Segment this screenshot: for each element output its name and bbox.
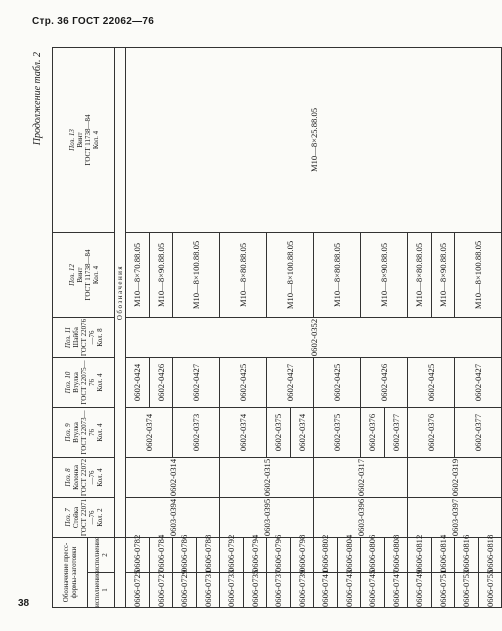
pos13-header: Поз. 13 Винт ГОСТ 11738—84 Кол. 4 [53, 47, 115, 232]
pos13-cell: M10—8×25.88.05 [126, 47, 502, 232]
table-row: 0606-0731 0606-0788 [196, 47, 220, 607]
pos8-header: Поз. 8 Колонка ГОСТ 22072—76 Кол. 4 [53, 457, 115, 497]
exec1-cell: 0606-0725 [126, 573, 150, 608]
continuation-label: Продолжение табл. 2 [32, 52, 43, 146]
table-row: 0606-0739 0606-0798 0602-0374 [290, 47, 314, 607]
table-row [126, 47, 150, 607]
table-row: 0606-0749 0606-0812 0603-0397 0602-0319 0602-0376 0602-0425 M10—8×80.88.05 [408, 47, 432, 607]
pos7-cell: 0603-0394 [126, 497, 220, 537]
table-row: 0606-0753 0606-0816 0602-0377 0602-0427 M10—8×100.88.05 [455, 47, 479, 607]
pos12-header: Поз. 12 Винт ГОСТ 11738—84 Кол. 4 [53, 232, 115, 317]
pos8-cell: 0602-0314 [126, 457, 220, 497]
designation-group-header: Обозначение пресс-формы-заготовки [53, 537, 88, 607]
parts-table [52, 47, 502, 608]
exec1-header: исполнение 1 [88, 573, 115, 608]
pos9-header: Поз. 9 Втулка ГОСТ 22073—76 Кол. 4 [53, 407, 115, 457]
table-row: 0606-0743 0606-0804 [337, 47, 361, 607]
designations-subheader: Обозначения [115, 47, 126, 537]
table-row: 0606-0729 0606-0786 0602-0373 0602-0427 M10—8×100.88.05 [173, 47, 197, 607]
table-row: 0606-0755 0606-0818 [478, 47, 502, 607]
table-row: 0606-0741 0606-0802 0603-0396 0602-0317 0602-0375 0602-0425 M10—8×80.88.05 [314, 47, 338, 607]
table-row: 0606-0733 0606-0792 0603-0395 0602-0315 0602-0374 0602-0425 M10—8×80.88.05 [220, 47, 244, 607]
exec2-cell: 0606-0782 [126, 537, 150, 572]
pos10-cell: 0602-0424 [126, 357, 150, 407]
pos11-header: Поз. 11 Шайба ГОСТ 22076—76 Кол. 8 [53, 317, 115, 357]
table-row: 0606-0751 0606-0814 M10—8×90.88.05 [431, 47, 455, 607]
rotated-table-area [30, 48, 495, 608]
pos9-cell: 0602-0374 [126, 407, 173, 457]
table-row: 0606-0735 0606-0794 [243, 47, 267, 607]
table-row: 0606-0727 0606-0784 0602-0426 M10—8×90.88.05 [149, 47, 173, 607]
exec2-header: исполнение 2 [88, 537, 115, 572]
pos12-cell: M10—8×70.88.05 [126, 232, 150, 317]
table-row: 0606-0745 0606-0806 0602-0376 0602-0426 M10—8×90.88.05 [361, 47, 385, 607]
table-row: 0606-0747 0606-0808 0602-0377 [384, 47, 408, 607]
page-number: 38 [18, 598, 30, 609]
pos7-header: Поз. 7 Стойка ГОСТ 22071—76 Кол. 2 [53, 497, 115, 537]
table-row: 0606-0737 0606-0796 0602-0375 0602-0427 M10—8×100.88.05 [267, 47, 291, 607]
pos10-header: Поз. 10 Втулка ГОСТ 22075—76 Кол. 4 [53, 357, 115, 407]
pos11-cell: 0602-0352 [126, 317, 502, 357]
page-header: Стр. 36 ГОСТ 22062—76 [32, 16, 155, 27]
